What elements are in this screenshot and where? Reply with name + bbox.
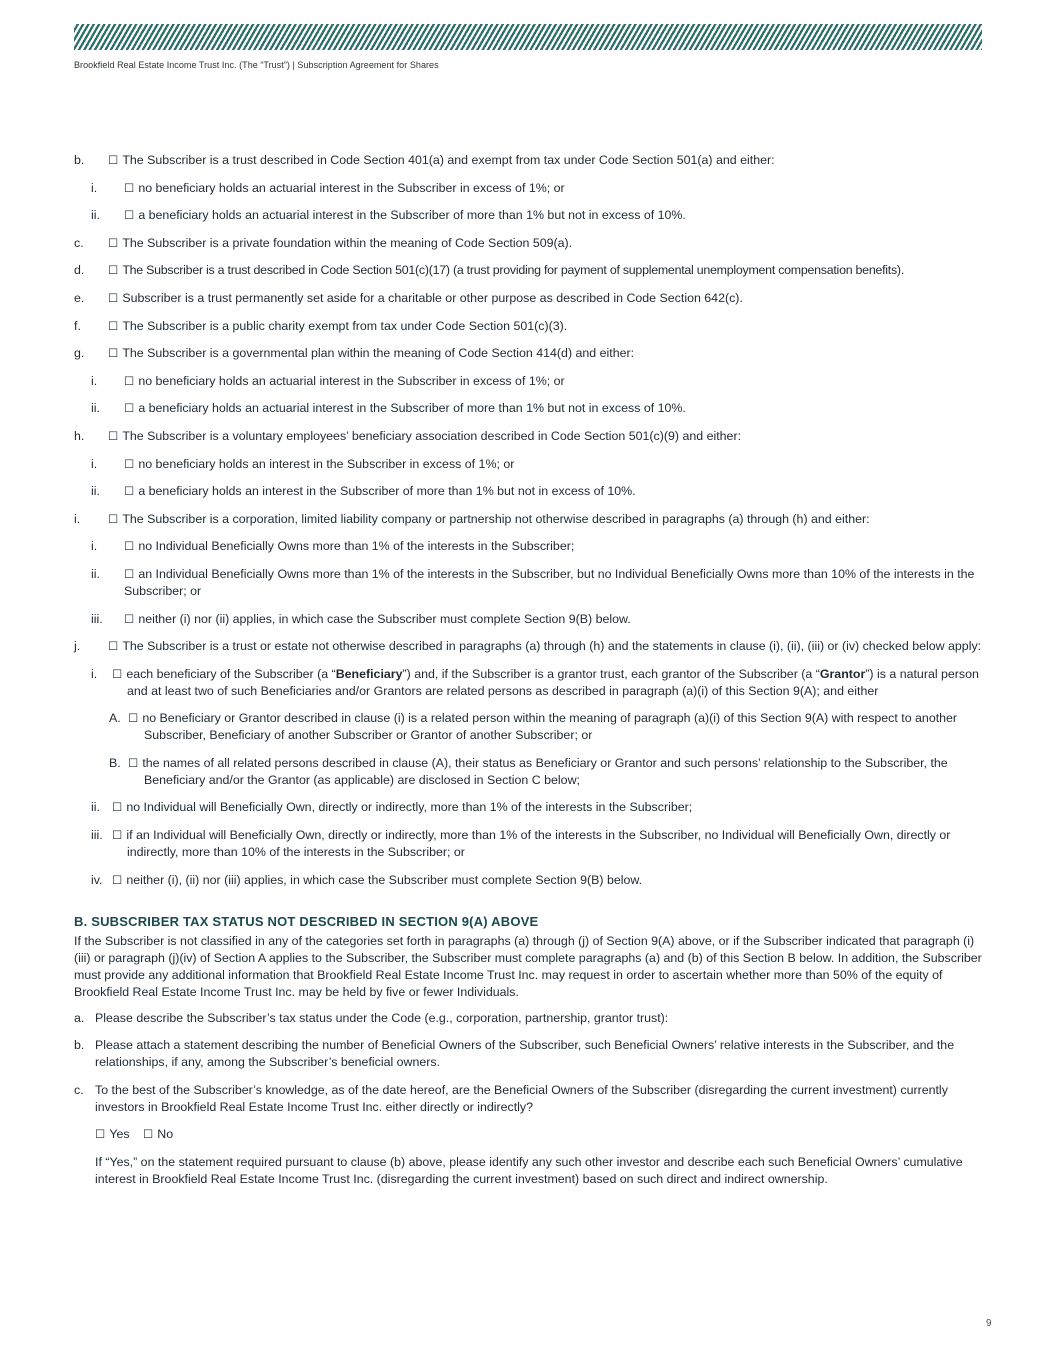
item-marker: i. (74, 511, 81, 526)
item-text: The Subscriber is a corporation, limited liability company or partnership not otherwise described in paragraphs (a) through (h) and either: (122, 511, 870, 526)
list-item-i-iii (74, 611, 984, 628)
item-marker: ii. (91, 484, 100, 499)
item-text: if an Individual will Beneficially Own, directly or indirectly, more than 1% of the interests in the Subscriber, no Individual will Beneficially Own, directly or indirectly, more than 10% of the interests in the Subscriber; or (126, 828, 951, 860)
section-b-intro: If the Subscriber is not classified in any of the categories set forth in paragraphs (a) through (j) of Section 9(A) above, or if the Subscriber indicated that paragraph (i)(iii) or paragraph (j)(iv) of Section A applies to the Subscriber, the Subscriber must complete paragraphs (a) and (b) of this Section B below. In addition, the Subscriber must provide any additional information that Brookfield Real Estate Income Trust Inc. may request in order to ascertain whether more than 50% of the equity of Brookfield Real Estate Income Trust Inc. may be held by five or fewer Individuals. (74, 933, 982, 999)
item-text: no beneficiary holds an interest in the Subscriber in excess of 1%; or (138, 456, 515, 471)
checkbox-i-iii[interactable]: ☐ (124, 611, 135, 626)
item-marker: c. (74, 235, 84, 250)
checkbox-j-iv[interactable]: ☐ (112, 872, 123, 887)
list-item-g-i (74, 373, 984, 390)
item-text: neither (i), (ii) nor (iii) applies, in which case the Subscriber must complete Section 9(B) below. (126, 872, 643, 887)
checkbox-j-i-B[interactable]: ☐ (128, 755, 139, 770)
checkbox-i[interactable]: ☐ (108, 511, 119, 526)
item-marker: d. (74, 263, 85, 278)
list-item-h (74, 428, 984, 445)
checkbox-j-i-A[interactable]: ☐ (128, 711, 139, 726)
list-item-b (74, 152, 984, 169)
item-marker: i. (91, 373, 98, 388)
list-item-c (74, 235, 984, 252)
list-item-e (74, 290, 984, 307)
list-item-i-ii (74, 566, 984, 600)
list-item-j-ii (74, 799, 984, 816)
item-text: The Subscriber is a governmental plan within the meaning of Code Section 414(d) and either: (122, 346, 635, 361)
item-marker: i. (91, 180, 98, 195)
item-marker: c. (74, 1082, 84, 1097)
checkbox-j[interactable]: ☐ (108, 639, 119, 654)
list-item-d (74, 262, 984, 279)
section-b-item-c (74, 1082, 984, 1116)
checkbox-g-i[interactable]: ☐ (124, 373, 135, 388)
running-head: Brookfield Real Estate Income Trust Inc. (The “Trust”) | Subscription Agreement for Shares (74, 60, 439, 70)
checkbox-c[interactable]: ☐ (108, 235, 119, 250)
item-text: no Individual will Beneficially Own, directly or indirectly, more than 1% of the interests in the Subscriber; (126, 800, 693, 815)
section-b-note: If “Yes,” on the statement required pursuant to clause (b) above, please identify any such other investor and describe each such Beneficial Owners’ cumulative interest in Brookfield Real Estate Income Trust Inc. (disregarding the current investment) based on such direct and indirect ownership. (95, 1155, 963, 1187)
item-text: no Beneficiary or Grantor described in clause (i) is a related person within the meaning of paragraph (a)(i) of this Section 9(A) with respect to another Subscriber, Beneficiary of another Subscriber or Grantor of another Subscriber; or (142, 711, 958, 743)
item-text: To the best of the Subscriber’s knowledge, as of the date hereof, are the Beneficial Owners of the Subscriber (disregarding the current investment) currently investors in Brookfield Real Estate Income Trust Inc. either directly or indirectly? (95, 1082, 948, 1114)
item-text: the names of all related persons described in clause (A), their status as Beneficiary or Grantor and such persons’ relationship to the Subscriber, the Beneficiary and/or the Grantor (as applicable) are disclosed in Section C below; (142, 755, 948, 787)
list-item-f (74, 318, 984, 335)
item-marker: iii. (91, 611, 103, 626)
list-item-h-ii (74, 483, 984, 500)
checkbox-j-iii[interactable]: ☐ (112, 828, 123, 843)
item-marker: iv. (91, 872, 103, 887)
item-marker: f. (74, 318, 81, 333)
checkbox-b[interactable]: ☐ (108, 153, 119, 167)
checkbox-h-i[interactable]: ☐ (124, 456, 135, 471)
yes-label: Yes (109, 1127, 130, 1142)
item-text: an Individual Beneficially Owns more than 1% of the interests in the Subscriber, but no Individual Beneficially Owns more than 10% of the interests in the Subscriber; or (124, 566, 975, 598)
item-text: The Subscriber is a voluntary employees’ beneficiary association described in Code Section 501(c)(9) and either: (122, 428, 742, 443)
list-item-g (74, 345, 984, 362)
item-text: The Subscriber is a trust described in Code Section 501(c)(17) (a trust providing for payment of supplemental unemployment compensation benefits). (122, 263, 905, 278)
checkbox-j-ii[interactable]: ☐ (112, 800, 123, 815)
item-text: no beneficiary holds an actuarial interest in the Subscriber in excess of 1%; or (138, 373, 565, 388)
section-b-item-b (74, 1037, 984, 1071)
item-text: The Subscriber is a trust or estate not otherwise described in paragraphs (a) through (h) and the statements in clause (i), (ii), (iii) or (iv) checked below apply: (122, 639, 982, 654)
page-number: 9 (986, 1318, 992, 1329)
item-text: no Individual Beneficially Owns more than 1% of the interests in the Subscriber; (138, 539, 575, 554)
checkbox-h-ii[interactable]: ☐ (124, 484, 135, 499)
item-marker: ii. (91, 566, 100, 581)
header-stripe-graphic (74, 24, 982, 50)
item-marker: ii. (91, 208, 100, 223)
section-b-title: B. SUBSCRIBER TAX STATUS NOT DESCRIBED IN SECTION 9(A) ABOVE (74, 913, 539, 929)
document-body (74, 152, 984, 1188)
checkbox-g-ii[interactable]: ☐ (124, 401, 135, 416)
item-text: ”) is a natural person and at least two of such Beneficiaries and/or Grantors are related persons as described in paragraph (a)(i) of this Section 9(A); and either (127, 666, 979, 698)
checkbox-b-i[interactable]: ☐ (124, 180, 135, 195)
item-marker: a. (74, 1010, 85, 1025)
item-text: a beneficiary holds an actuarial interest in the Subscriber of more than 1% but not in excess of 10%. (138, 401, 686, 416)
list-item-j-i (74, 666, 984, 700)
section-b-item-a (74, 1010, 984, 1027)
item-marker: iii. (91, 828, 103, 843)
checkbox-i-ii[interactable]: ☐ (124, 566, 135, 581)
item-marker: ii. (91, 800, 100, 815)
item-text: a beneficiary holds an actuarial interest in the Subscriber of more than 1% but not in excess of 10%. (138, 208, 686, 223)
item-marker: i. (91, 539, 98, 554)
checkbox-d[interactable]: ☐ (108, 263, 119, 278)
checkbox-e[interactable]: ☐ (108, 290, 119, 305)
item-marker: b. (74, 153, 85, 167)
list-item-i (74, 511, 984, 528)
item-marker: ii. (91, 401, 100, 416)
yes-no-options (74, 1126, 984, 1143)
item-marker: h. (74, 428, 85, 443)
item-marker: i. (91, 666, 98, 681)
checkbox-b-ii[interactable]: ☐ (124, 208, 135, 223)
item-text: ”) and, if the Subscriber is a grantor trust, each grantor of the Subscriber (a “ (402, 666, 820, 681)
checkbox-f[interactable]: ☐ (108, 318, 119, 333)
checkbox-no[interactable]: ☐ (142, 1127, 154, 1142)
list-item-b-ii (74, 207, 984, 224)
yes-option[interactable] (95, 1127, 130, 1141)
item-marker: e. (74, 290, 85, 305)
item-marker: j. (74, 639, 81, 654)
defined-term-grantor: Grantor (819, 666, 866, 681)
list-item-j-i-B (74, 755, 984, 789)
item-text: Please attach a statement describing the number of Beneficial Owners of the Subscriber, such Beneficial Owners’ relative interests in the Subscriber, and the relationships, if any, among the Subscriber’s beneficial owners. (95, 1038, 955, 1070)
list-item-h-i (74, 456, 984, 473)
item-marker: B. (109, 755, 121, 770)
item-marker: i. (91, 456, 98, 471)
item-text: The Subscriber is a public charity exempt from tax under Code Section 501(c)(3). (122, 318, 568, 333)
item-marker: A. (109, 711, 121, 726)
list-item-i-i (74, 538, 984, 555)
list-item-j (74, 638, 984, 655)
item-text: each beneficiary of the Subscriber (a “ (126, 666, 336, 681)
checkbox-yes[interactable]: ☐ (95, 1127, 106, 1142)
list-item-b-i (74, 180, 984, 197)
item-text: a beneficiary holds an interest in the Subscriber of more than 1% but not in excess of 10%. (138, 484, 636, 499)
item-marker: g. (74, 346, 85, 361)
item-marker: b. (74, 1038, 85, 1053)
item-text: neither (i) nor (ii) applies, in which case the Subscriber must complete Section 9(B) below. (138, 611, 631, 626)
checkbox-h[interactable]: ☐ (108, 428, 119, 443)
list-item-j-iii (74, 827, 984, 861)
no-option[interactable] (143, 1127, 173, 1141)
item-text: Subscriber is a trust permanently set aside for a charitable or other purpose as described in Code Section 642(c). (122, 290, 743, 305)
item-text: The Subscriber is a trust described in Code Section 401(a) and exempt from tax under Code Section 501(a) and either: (122, 153, 775, 167)
item-text: no beneficiary holds an actuarial interest in the Subscriber in excess of 1%; or (138, 180, 565, 195)
list-item-g-ii (74, 400, 984, 417)
checkbox-j-i[interactable]: ☐ (112, 666, 123, 681)
item-text: The Subscriber is a private foundation within the meaning of Code Section 509(a). (122, 235, 573, 250)
list-item-j-i-A (74, 710, 984, 744)
item-text: Please describe the Subscriber’s tax status under the Code (e.g., corporation, partnership, grantor trust): (95, 1010, 669, 1025)
defined-term-beneficiary: Beneficiary (335, 666, 403, 681)
no-label: No (157, 1127, 174, 1142)
checkbox-g[interactable]: ☐ (108, 346, 119, 361)
list-item-j-iv (74, 872, 984, 889)
checkbox-i-i[interactable]: ☐ (124, 539, 135, 554)
